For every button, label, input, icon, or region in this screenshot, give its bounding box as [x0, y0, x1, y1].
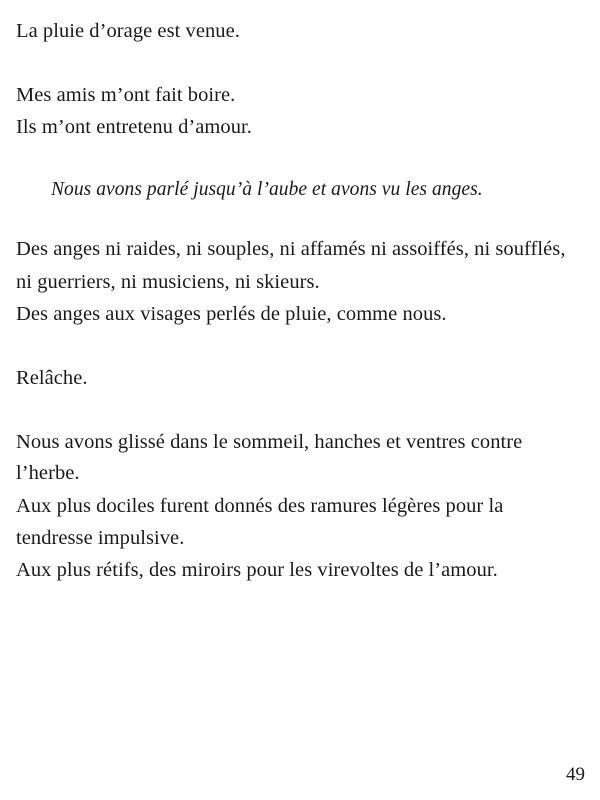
poem-line-6: ni guerriers, ni musiciens, ni skieurs. [16, 271, 320, 293]
poem-line-11: Aux plus dociles furent donnés des ramures légères pour la [16, 495, 504, 517]
poem-line-8: Relâche. [16, 367, 88, 389]
poem-line-9: Nous avons glissé dans le sommeil, hanches et ventres contre [16, 431, 523, 453]
poem-line-2: Mes amis m’ont fait boire. [16, 84, 236, 106]
poem-line-10: l’herbe. [16, 462, 80, 484]
poem-line-italic: Nous avons parlé jusqu’à l’aube et avons vu les anges. [51, 179, 483, 200]
poem-line-5: Des anges ni raides, ni souples, ni affamés ni assoiffés, ni soufflés, [16, 238, 566, 260]
poem-line-12: tendresse impulsive. [16, 527, 185, 549]
poem-line-13: Aux plus rétifs, des miroirs pour les virevoltes de l’amour. [16, 559, 498, 581]
poem-line-1: La pluie d’orage est venue. [16, 20, 240, 42]
poem-line-3: Ils m’ont entretenu d’amour. [16, 116, 252, 138]
poem-line-7: Des anges aux visages perlés de pluie, comme nous. [16, 303, 447, 325]
page-number: 49 [566, 764, 585, 785]
